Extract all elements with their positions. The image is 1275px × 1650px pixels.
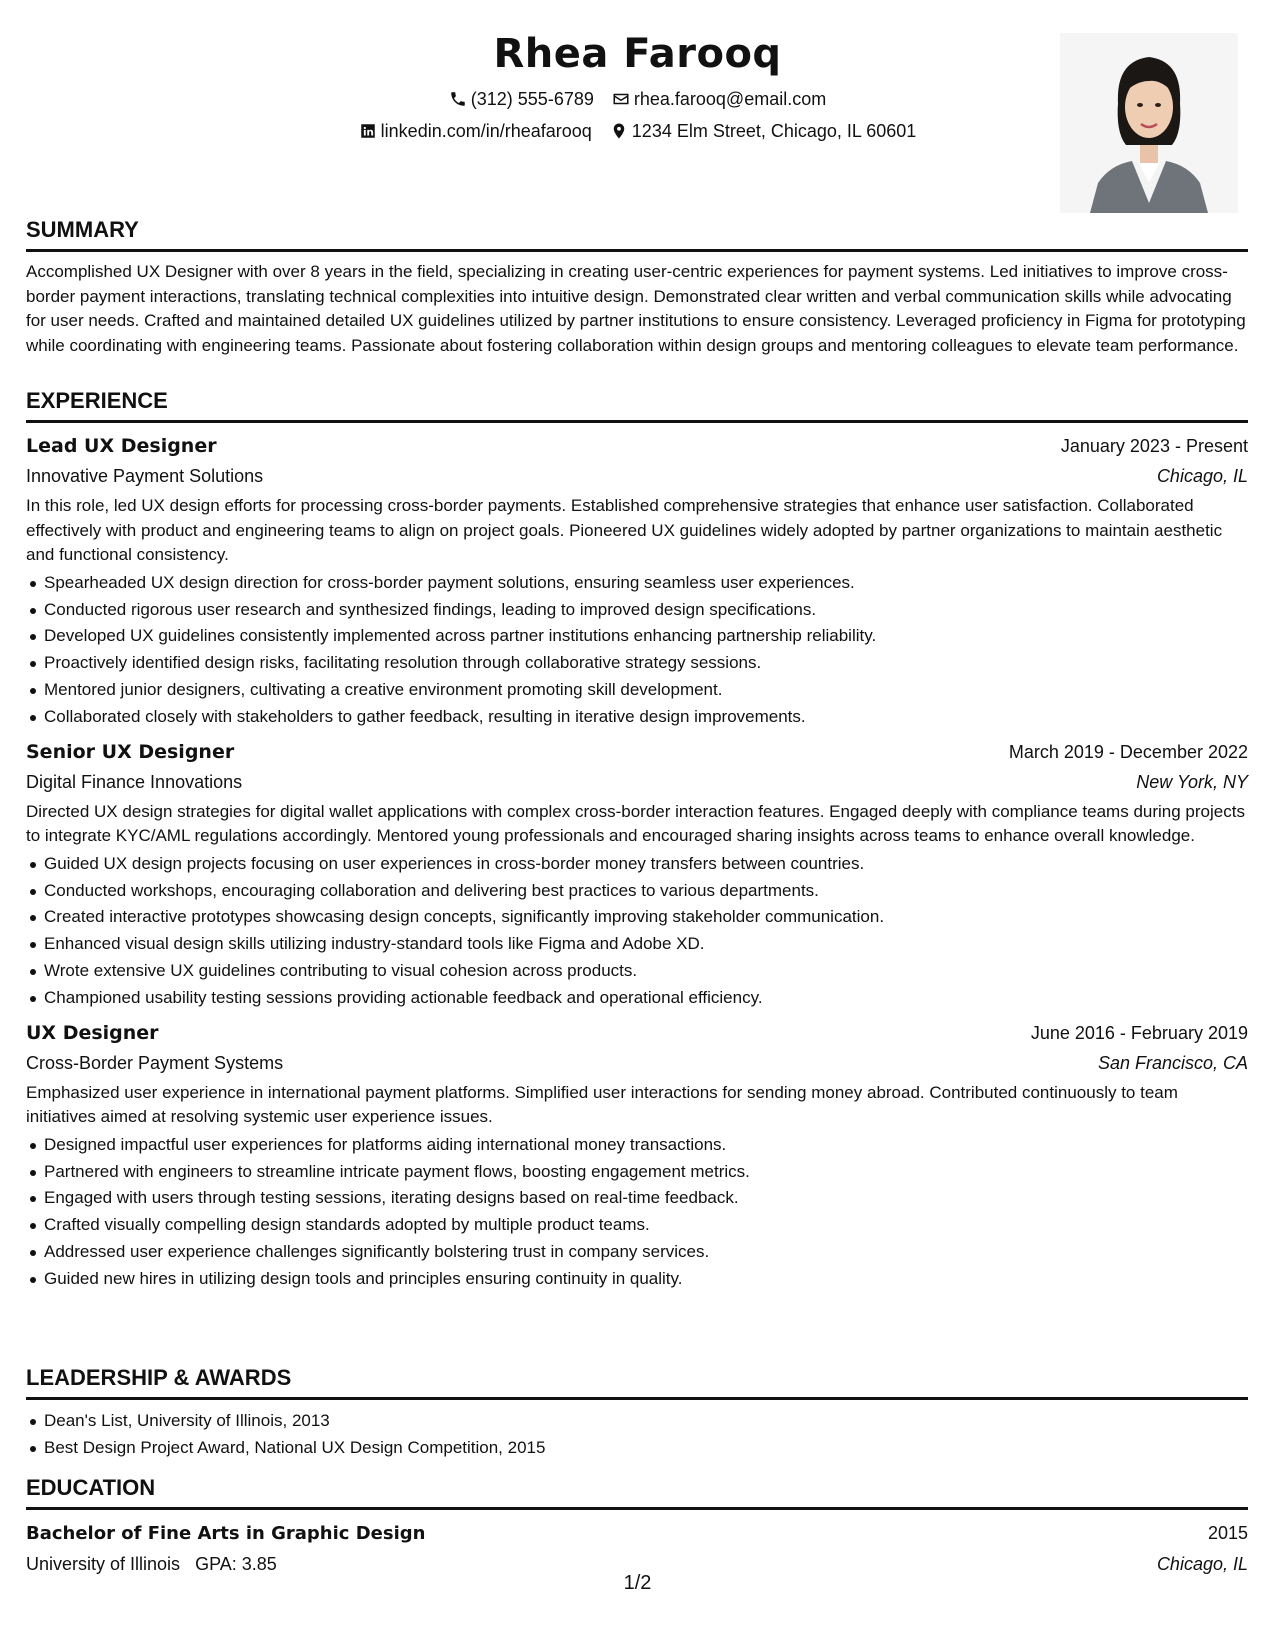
company-name: Digital Finance Innovations	[26, 771, 243, 792]
list-item: Conducted rigorous user research and synthesized findings, leading to improved design specifications.	[44, 597, 1248, 624]
company-name: Innovative Payment Solutions	[26, 466, 264, 486]
list-item: Enhanced visual design skills utilizing industry-standard tools like Figma and Adobe XD.	[44, 931, 1248, 958]
address-text: 1234 Elm Street, Chicago, IL 60601	[631, 121, 917, 141]
job-bullets	[26, 570, 1248, 731]
school-name: University of Illinois	[26, 1554, 181, 1574]
job-entry	[26, 431, 1248, 731]
envelope-icon	[612, 90, 630, 108]
job-title: Senior UX Designer	[26, 740, 235, 763]
list-item: Wrote extensive UX guidelines contributing to visual cohesion across products.	[44, 958, 1248, 985]
job-description: In this role, led UX design efforts for processing cross-border payments. Established comprehensive strategies that enhance user satisfaction. Collaborated effectively with product and engineering teams to align on project goals. Pioneered UX guidelines widely adopted by partner organizations to maintain aesthetic and functional consistency.	[26, 496, 1223, 565]
summary-section	[26, 217, 1248, 358]
phone-text: (312) 555-6789	[470, 89, 594, 109]
linkedin-contact[interactable]	[359, 118, 592, 144]
list-item: Addressed user experience challenges significantly bolstering trust in company services.	[44, 1239, 1248, 1266]
job-dates: January 2023 - Present	[1060, 436, 1248, 456]
awards-title: LEADERSHIP & AWARDS	[26, 1365, 292, 1390]
job-location: San Francisco, CA	[1097, 1052, 1248, 1073]
list-item: Designed impactful user experiences for platforms aiding international money transactions.	[44, 1132, 1248, 1159]
gpa: GPA: 3.85	[195, 1554, 277, 1574]
job-description: Directed UX design strategies for digital wallet applications with complex cross-border interaction features. Engaged deeply with compliance teams during projects to integrate KYC/AML regulations accordingly. Mentored young professionals and encouraged sharing insights across teams to enhance overall knowledge.	[26, 801, 1245, 846]
email-text: rhea.farooq@email.com	[633, 89, 827, 109]
job-entry	[26, 1018, 1248, 1293]
list-item: Developed UX guidelines consistently implemented across partner institutions enhancing partnership reliability.	[44, 623, 1248, 650]
job-location: Chicago, IL	[1156, 466, 1248, 486]
section-divider	[26, 1507, 1248, 1510]
list-item: Crafted visually compelling design standards adopted by multiple product teams.	[44, 1212, 1248, 1239]
awards-list	[26, 1408, 1248, 1462]
map-pin-icon	[610, 122, 628, 140]
experience-section	[26, 388, 1248, 1293]
list-item: Collaborated closely with stakeholders to gather feedback, resulting in iterative design improvements.	[44, 704, 1248, 731]
job-dates: June 2016 - February 2019	[1030, 1022, 1248, 1043]
summary-text: Accomplished UX Designer with over 8 years in the field, specializing in creating user-centric experiences for payment systems. Led initiatives to improve cross-border payment interactions, translating technical complexities into intuitive design. Demonstrated clear written and verbal communication skills while advocating for user needs. Crafted and maintained detailed UX guidelines utilized by partner institutions to ensure consistency. Leveraged proficiency in Figma for prototyping while coordinating with engineering teams. Passionate about fostering collaboration within design groups and mentoring colleagues to elevate team performance.	[26, 262, 1246, 355]
address-contact	[610, 118, 917, 144]
list-item: Engaged with users through testing sessions, iterating designs based on real-time feedback.	[44, 1185, 1248, 1212]
list-item: Mentored junior designers, cultivating a creative environment promoting skill development.	[44, 677, 1248, 704]
job-entry	[26, 737, 1248, 1012]
linkedin-text: linkedin.com/in/rheafarooq	[380, 121, 592, 141]
list-item: Partnered with engineers to streamline intricate payment flows, boosting engagement metrics.	[44, 1159, 1248, 1186]
job-title: Lead UX Designer	[26, 435, 217, 457]
phone-icon	[449, 90, 467, 108]
list-item: Best Design Project Award, National UX Design Competition, 2015	[44, 1435, 1248, 1462]
list-item: Proactively identified design risks, facilitating resolution through collaborative strategy sessions.	[44, 650, 1248, 677]
job-dates: March 2019 - December 2022	[1008, 741, 1248, 762]
graduation-year: 2015	[1207, 1523, 1248, 1543]
company-name: Cross-Border Payment Systems	[26, 1052, 284, 1073]
job-bullets	[26, 1132, 1248, 1293]
candidate-name: Rhea Farooq	[493, 31, 782, 77]
job-title: UX Designer	[26, 1021, 159, 1044]
education-title: EDUCATION	[26, 1475, 156, 1500]
job-description: Emphasized user experience in international payment platforms. Simplified user interactions for sending money abroad. Contributed continuously to team initiatives aimed at resolving systemic user experience issues.	[26, 1082, 1178, 1127]
section-divider	[26, 420, 1248, 423]
phone-contact	[449, 86, 594, 112]
awards-section	[26, 1365, 1248, 1462]
page-number: 1/2	[623, 1572, 652, 1594]
list-item: Championed usability testing sessions providing actionable feedback and operational efficiency.	[44, 985, 1248, 1012]
degree-name: Bachelor of Fine Arts in Graphic Design	[26, 1523, 426, 1544]
education-section	[26, 1475, 1248, 1579]
list-item: Guided UX design projects focusing on user experiences in cross-border money transfers between countries.	[44, 851, 1248, 878]
summary-title: SUMMARY	[26, 217, 139, 242]
list-item: Created interactive prototypes showcasing design concepts, significantly improving stakeholder communication.	[44, 904, 1248, 931]
list-item: Spearheaded UX design direction for cross-border payment solutions, ensuring seamless user experiences.	[44, 570, 1248, 597]
linkedin-icon	[359, 122, 377, 140]
list-item: Conducted workshops, encouraging collaboration and delivering best practices to various departments.	[44, 878, 1248, 905]
list-item: Dean's List, University of Illinois, 2013	[44, 1408, 1248, 1435]
email-contact[interactable]	[612, 86, 826, 112]
section-divider	[26, 249, 1248, 252]
list-item: Guided new hires in utilizing design tools and principles ensuring continuity in quality.	[44, 1266, 1248, 1293]
profile-photo	[1060, 33, 1238, 213]
school-location: Chicago, IL	[1156, 1554, 1248, 1574]
job-bullets	[26, 851, 1248, 1012]
job-location: New York, NY	[1136, 771, 1248, 792]
experience-title: EXPERIENCE	[26, 388, 168, 413]
section-divider	[26, 1397, 1248, 1400]
